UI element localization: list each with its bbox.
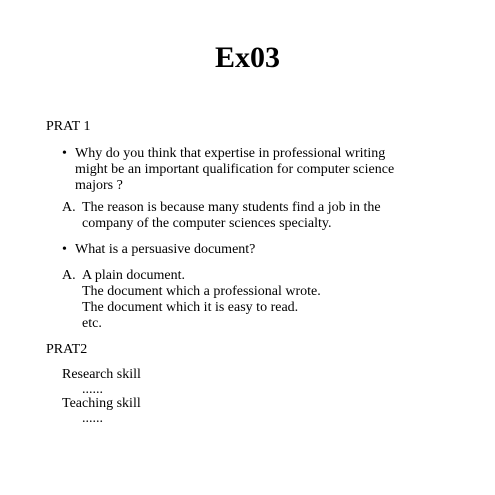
question-1 — [62, 146, 462, 194]
question-2-text — [75, 242, 462, 258]
answer-2-line: A plain document. — [82, 268, 186, 283]
skill-label: Teaching skill — [62, 396, 141, 411]
section-heading-part2: PRAT2 — [46, 342, 88, 357]
skill-research — [62, 367, 141, 397]
skill-teaching — [62, 396, 141, 426]
skill-placeholder-dots: ...... — [82, 382, 103, 397]
answer-1-line: The reason is because many students find a job in the — [82, 200, 381, 215]
answer-2 — [62, 268, 472, 332]
question-1-text — [75, 146, 462, 194]
answer-2-line: etc. — [82, 316, 102, 331]
bullet-icon: • — [62, 242, 67, 257]
answer-1 — [62, 200, 472, 232]
skill-label: Research skill — [62, 367, 141, 382]
question-2 — [62, 242, 462, 258]
question-2-line: What is a persuasive document? — [75, 242, 256, 257]
answer-1-text — [82, 200, 472, 232]
answer-2-marker: A. — [62, 268, 76, 283]
answer-1-line: company of the computer sciences specialty. — [82, 216, 332, 231]
skill-placeholder-dots: ...... — [82, 411, 103, 426]
question-1-line: might be an important qualification for computer science — [75, 162, 395, 177]
answer-2-line: The document which it is easy to read. — [82, 300, 299, 315]
question-1-line: Why do you think that expertise in professional writing — [75, 146, 386, 161]
answer-2-text — [82, 268, 472, 332]
question-1-line: majors ? — [75, 178, 123, 193]
page-title: Ex03 — [214, 41, 280, 74]
answer-2-line: The document which a professional wrote. — [82, 284, 321, 299]
answer-1-marker: A. — [62, 200, 76, 215]
bullet-icon: • — [62, 146, 67, 161]
section-heading-part1: PRAT 1 — [46, 119, 91, 134]
